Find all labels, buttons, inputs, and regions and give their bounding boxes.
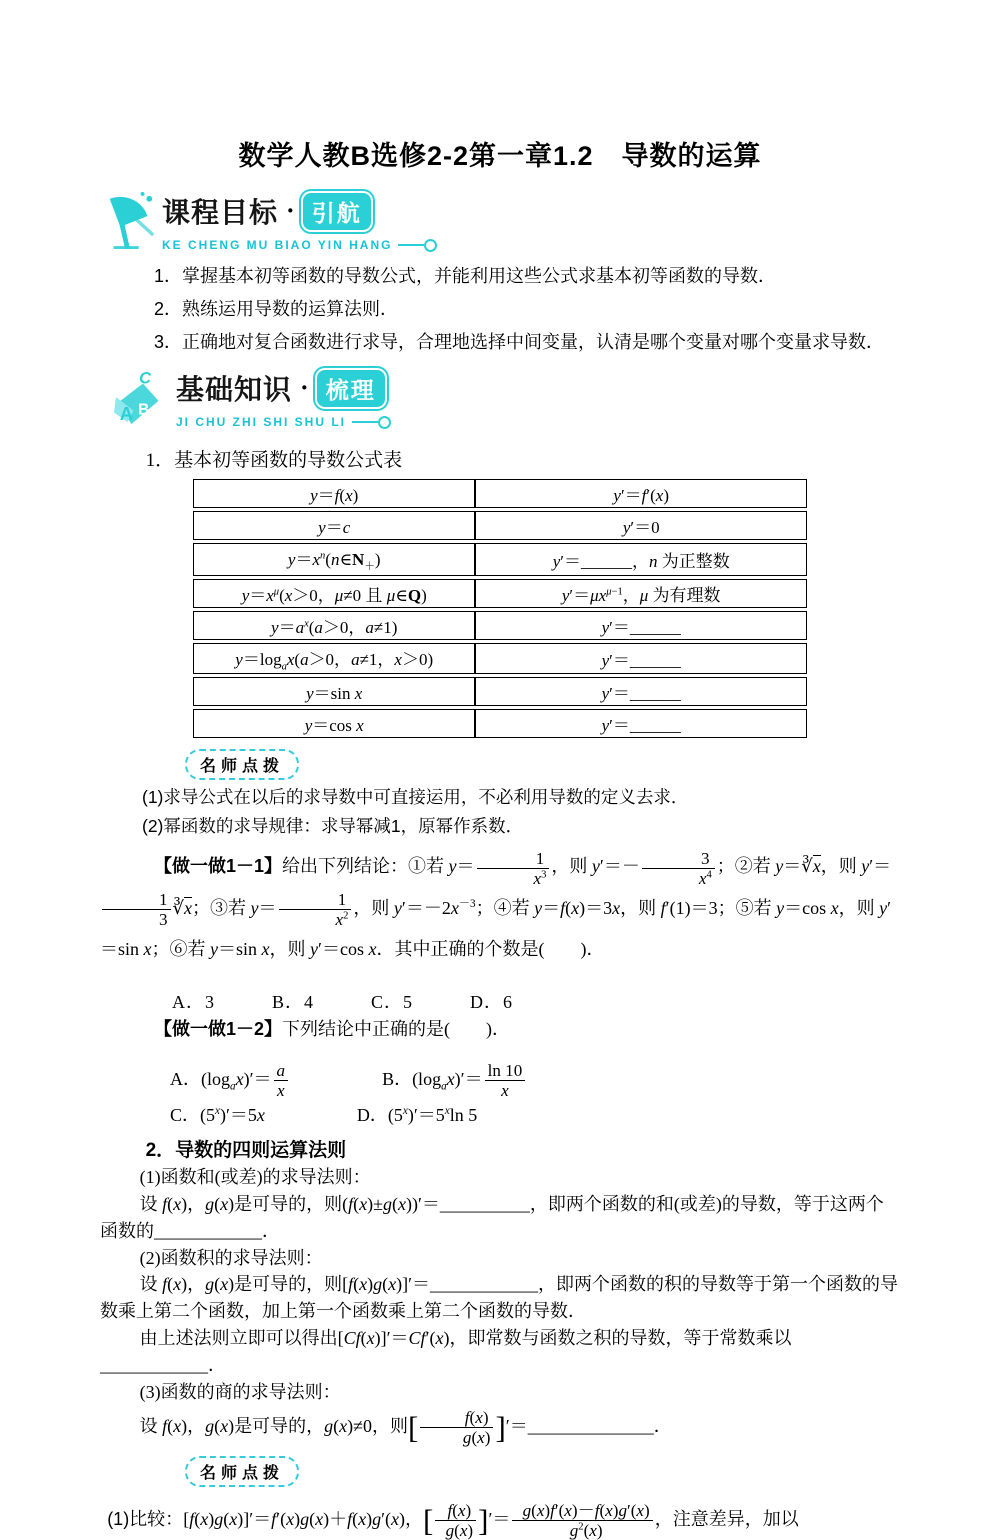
table-row — [193, 511, 807, 540]
satellite-dish-icon — [100, 191, 158, 251]
banner-tail-ring — [378, 416, 391, 429]
rule-quotient-body: 设 f(x)，g(x)是可导的，g(x)≠0，则[ $\frac{f(x)}{g(x)}$ ]′＝______________． — [139, 1408, 672, 1448]
teacher-tip-badge: 名师点拨 — [185, 1456, 299, 1487]
formula-right: y′＝______ — [475, 709, 807, 738]
basics-title: 基础知识 — [176, 374, 293, 406]
basics-badge: 梳理 — [317, 370, 385, 407]
course-goal-badge: 引航 — [303, 193, 371, 230]
tip-paragraph: (2)幂函数的求导规律：求导幂减1，原幂作系数． — [142, 816, 524, 837]
formula-right: y′＝f′(x) — [475, 479, 807, 508]
course-goal-pinyin: KE CHENG MU BIAO YIN HANG — [162, 238, 393, 253]
table-row — [193, 709, 807, 738]
formula-left: $y=x^\mu(x>0$，μ≠0 且 μ∈Q) — [193, 579, 475, 608]
teacher-tips — [100, 784, 900, 840]
option-c: C．$(5^x)'=5x$ — [170, 1105, 265, 1126]
teacher-tip-badge: 名师点拨 — [185, 749, 299, 780]
option-a: A．$(\log_ax)'=$ $\frac{a}{x}$ — [170, 1061, 290, 1101]
svg-text:B: B — [138, 401, 150, 419]
formula-left: y＝f(x) — [193, 479, 475, 508]
table-row — [193, 579, 807, 608]
logo-dot: · — [286, 196, 295, 226]
course-goal-title: 课程目标 — [162, 197, 279, 229]
objective-item: 2．熟练运用导数的运算法则． — [154, 298, 399, 319]
practice-1-2: 【做一做1－2】下列结论中正确的是( )． — [154, 1018, 511, 1039]
page-title: 数学人教B选修2-2第一章1.2 导数的运算 — [238, 141, 762, 172]
objective-item: 3．正确地对复合函数进行求导，合理地选择中间变量，认清是哪个变量对哪个变量求导数． — [154, 331, 885, 352]
rule-product-body: 设 f(x)，g(x)是可导的，则[f(x)g(x)]′＝____________，即两个函数的积的导数等于第一个函数的导数乘上第二个函数，加上第一个函数乘上第二个函数的导数． — [100, 1273, 899, 1321]
practice-1-1: 【做一做1－1】给出下列结论：①若 y＝ $\frac{1}{x^3}$ ，则 y′＝－ $\frac{3}{x^4}$ ；②若 y＝∛x，则 y′＝ $\frac{1}{3}$ ∛x；③若 y＝ $\frac{1}{x^2}$ ，则 $y'=-2x^{-3}$；④若 y＝f(x)＝3x，则 f′(1)＝3；⑤若 y＝cos x，则 y′＝sin x；⑥若 y＝sin x，则 y′＝cos x．其中正确的个数是( )． — [100, 848, 892, 960]
formula-left: y＝sin x — [193, 677, 475, 706]
section-heading-2: 2．导数的四则运算法则 — [145, 1140, 347, 1162]
derivative-formula-table — [193, 476, 807, 741]
option-d: D．$(5^x)'=5^x\ln$ 5 — [356, 1105, 478, 1126]
practice-1-2-options-ab — [170, 1061, 900, 1101]
practice-1-1-options: A．3 B．4 C．5 D．6 — [172, 991, 514, 1012]
formula-right: y′＝______ — [475, 677, 807, 706]
basics-banner — [114, 368, 900, 429]
derivative-rules — [100, 1164, 900, 1447]
rule-constant-body: 由上述法则立即可以得出[Cf(x)]′＝Cf′(x)，即常数与函数之积的导数，等于常数乘以____________． — [100, 1327, 792, 1375]
section-heading-1: 1．基本初等函数的导数公式表 — [145, 450, 403, 472]
table-row — [193, 677, 807, 706]
svg-text:C: C — [139, 369, 151, 388]
formula-left: y＝c — [193, 511, 475, 540]
formula-right: $y'=\mu x^{\mu-1}$，μ 为有理数 — [475, 579, 807, 608]
formula-right: y′＝______，n 为正整数 — [475, 543, 807, 575]
abc-books-icon — [114, 368, 172, 428]
table-row — [193, 611, 807, 640]
formula-right: y′＝______ — [475, 643, 807, 674]
objectives-list — [100, 260, 900, 358]
course-goal-banner — [100, 191, 900, 252]
formula-left: $y=\log_ax(a>0$，a≠1，x＞0) — [193, 643, 475, 674]
table-row — [193, 643, 807, 674]
comparison-note: (1)比较：[f(x)g(x)]′＝f′(x)g(x)＋f(x)g′(x)，[ $\frac{f(x)}{g(x)}$ ]′＝ $\frac{g(x)f'(x)-f(x)g'(x)}{g^2(x)}$ ，注意差异，加以 — [107, 1501, 799, 1540]
rule-quotient-title: (3)函数的商的求导法则： — [139, 1381, 341, 1402]
practice-1-2-options-cd — [170, 1102, 900, 1129]
formula-left: $y=a^x(a>0$，a≠1) — [193, 611, 475, 640]
rule-sum-title: (1)函数和(或差)的求导法则： — [139, 1167, 371, 1188]
basics-pinyin: JI CHU ZHI SHI SHU LI — [176, 415, 347, 430]
tip-paragraph: (1)求导公式在以后的求导数中可直接运用，不必利用导数的定义去求． — [142, 787, 689, 808]
formula-right: y′＝0 — [475, 511, 807, 540]
formula-right: y′＝______ — [475, 611, 807, 640]
banner-tail-ring — [424, 239, 437, 252]
rule-product-title: (2)函数积的求导法则： — [139, 1247, 323, 1268]
banner-tail-line — [352, 421, 378, 423]
logo-dot: · — [300, 373, 309, 403]
banner-tail-line — [398, 244, 424, 246]
rule-sum-body: 设 f(x)，g(x)是可导的，则(f(x)±g(x))′＝__________，即两个函数的和(或差)的导数，等于这两个函数的____________． — [100, 1193, 884, 1241]
formula-left: y＝cos x — [193, 709, 475, 738]
table-row — [193, 543, 807, 575]
option-b: B．$(\log_ax)'=$ $\frac{\ln 10}{x}$ — [382, 1061, 527, 1101]
svg-text:A: A — [119, 403, 134, 425]
formula-left: $y=x^n(n\in N_+)$ — [193, 543, 475, 575]
worksheet-page — [0, 18, 1000, 1540]
table-row — [193, 479, 807, 508]
objective-item: 1．掌握基本初等函数的导数公式，并能利用这些公式求基本初等函数的导数． — [154, 266, 777, 287]
